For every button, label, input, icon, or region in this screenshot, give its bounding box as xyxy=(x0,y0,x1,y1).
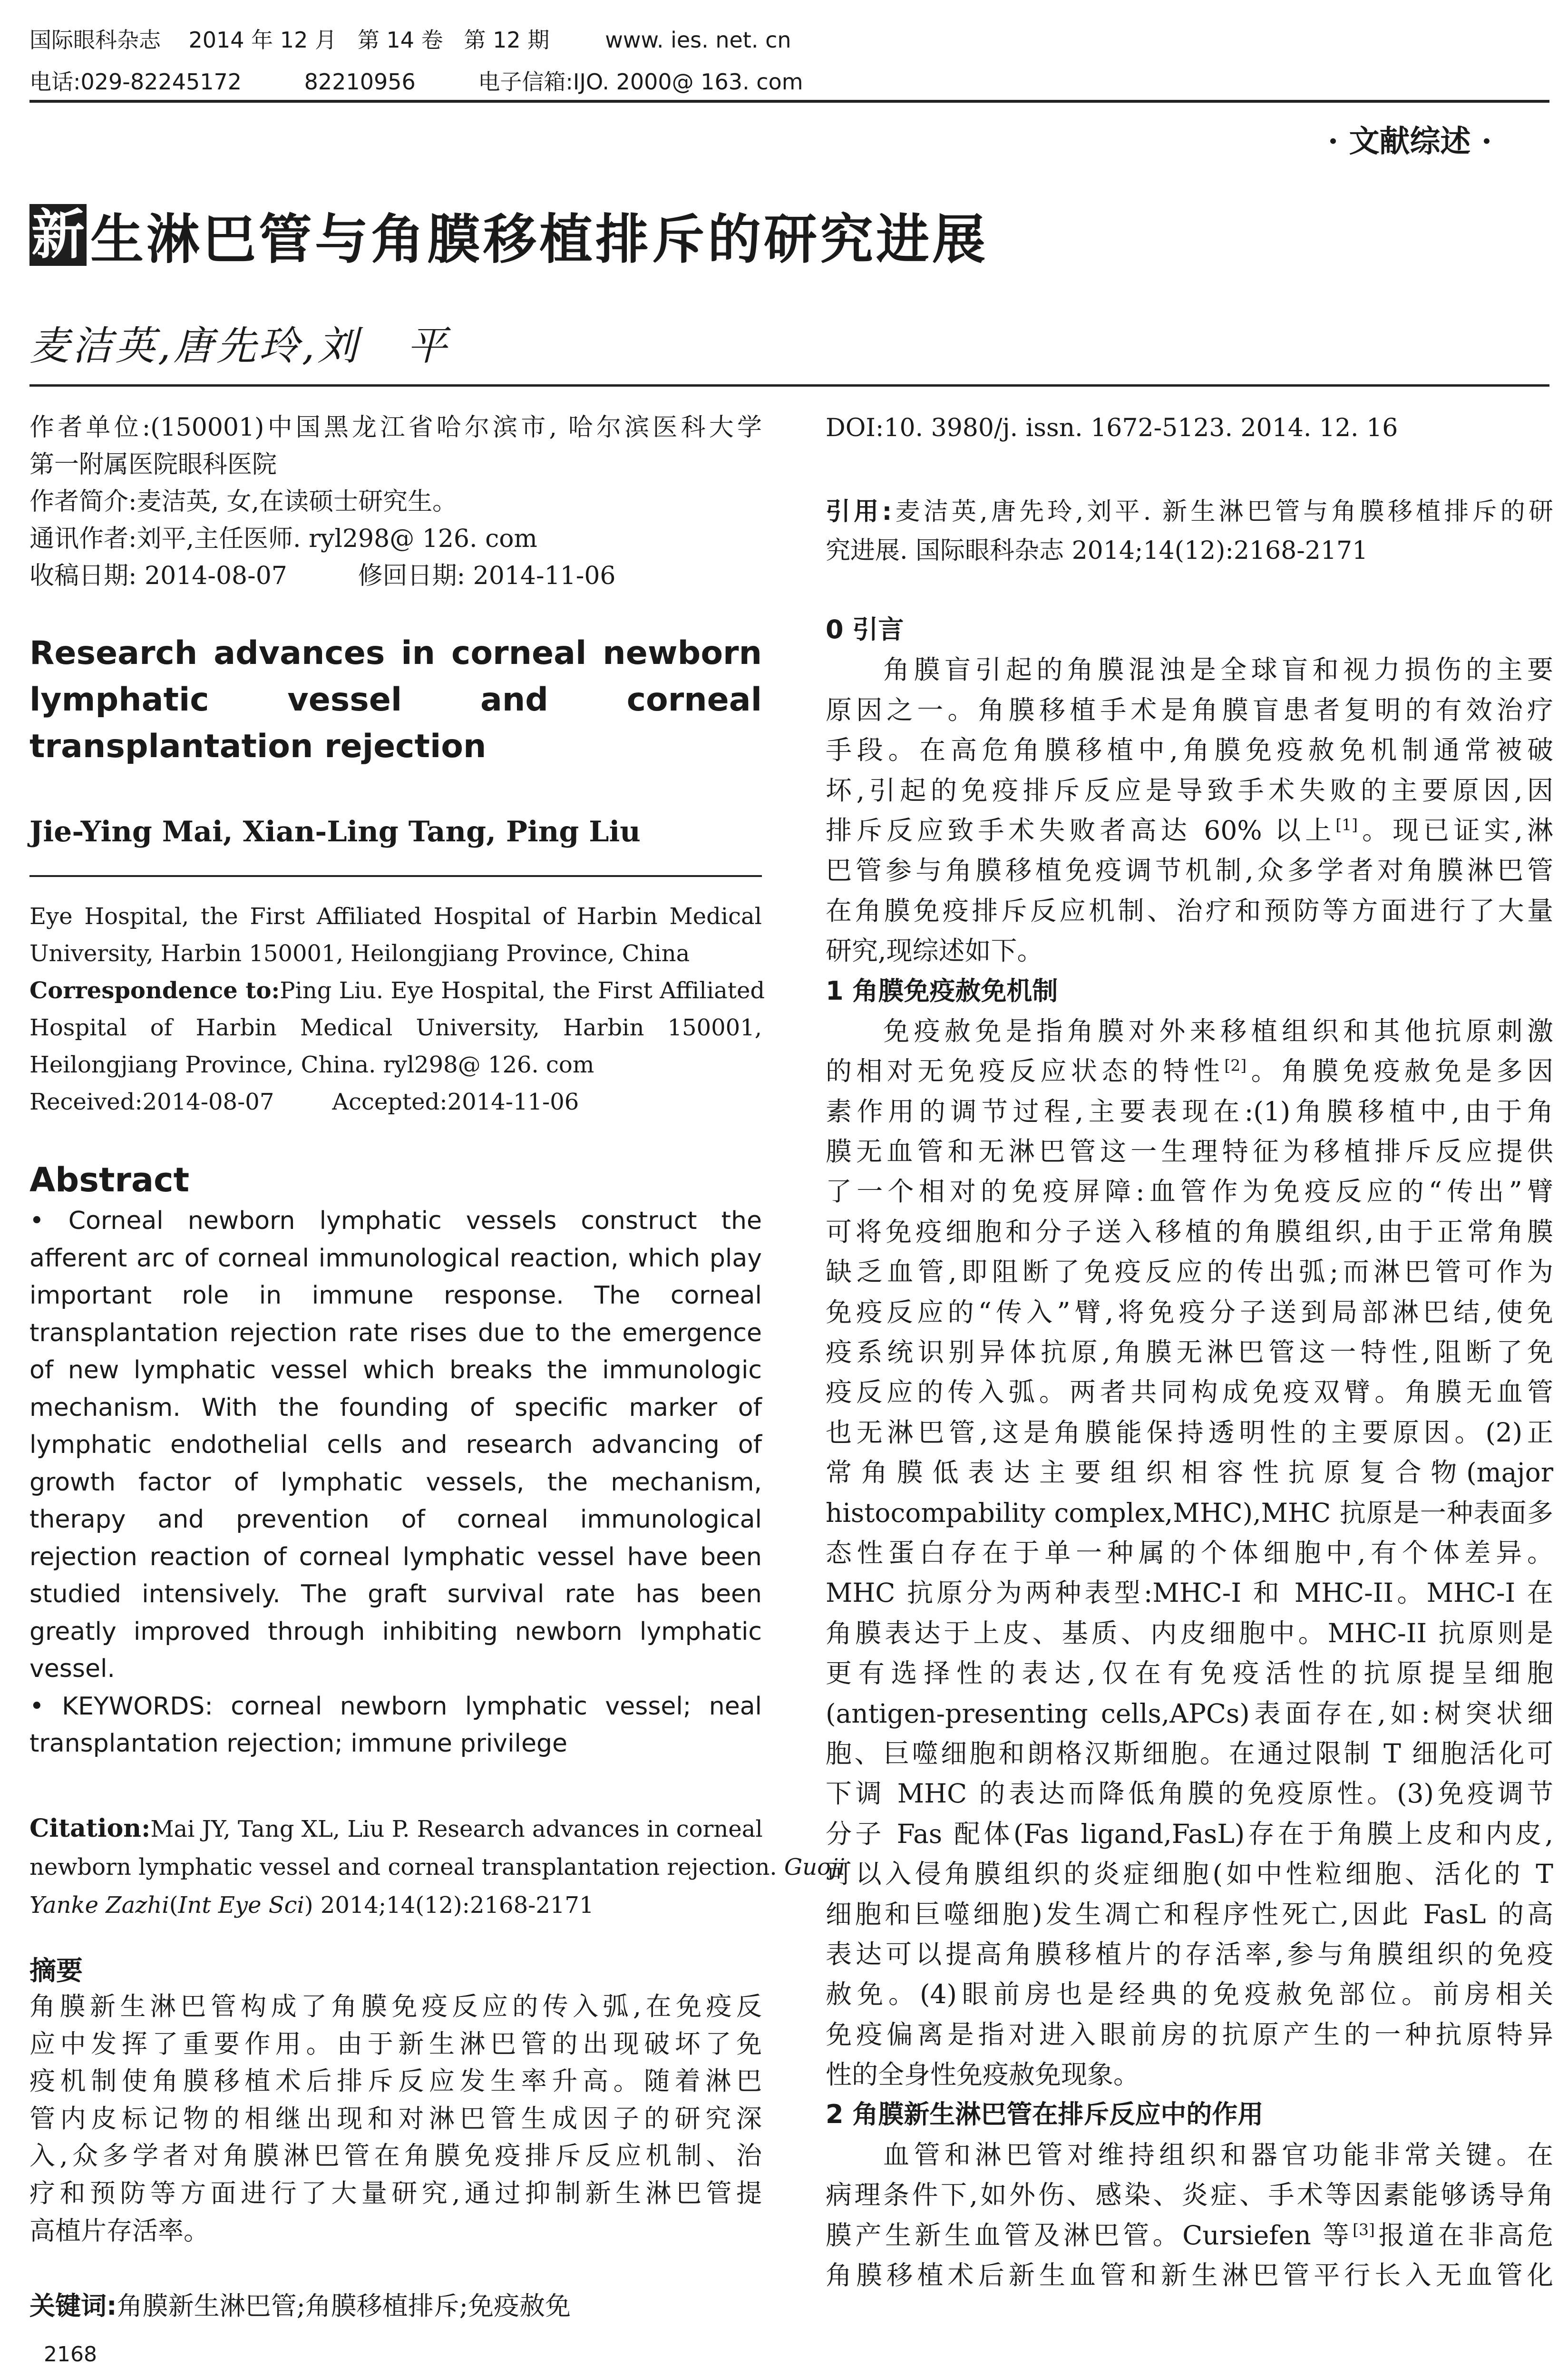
body-line xyxy=(826,1051,1553,1091)
english-authors: Jie-Ying Mai, Xian-Ling Tang, Ping Liu xyxy=(29,815,641,848)
citation-line xyxy=(29,1886,762,1924)
english-title-line: lymphatic vessel and corneal xyxy=(29,681,762,719)
abstract-line: vessel. xyxy=(29,1655,115,1683)
english-affiliation xyxy=(29,898,765,1120)
keywords-cn xyxy=(29,2286,571,2322)
body-line: 免疫反应的“传入”臂,将免疫分子送到局部淋巴结,使免 xyxy=(826,1296,1553,1327)
meta-line: 收稿日期: 2014-08-07 修回日期: 2014-11-06 xyxy=(29,562,616,590)
abstract-line: important role in immune response. The corneal xyxy=(29,1281,762,1310)
body-text-run: 报道在非高危 xyxy=(1374,2220,1553,2250)
zhaiyao-line: 应中发挥了重要作用。由于新生淋巴管的出现破坏了免 xyxy=(29,2028,762,2059)
body-line: 疫反应的传入弧。两者共同构成免疫双臂。角膜无血管 xyxy=(826,1377,1553,1408)
abstract-line: rejection reaction of corneal lymphatic vessel have been xyxy=(29,1542,762,1571)
body-line xyxy=(826,2215,1553,2255)
body-line: 免疫赦免是指角膜对外来移植组织和其他抗原刺激 xyxy=(883,1015,1553,1046)
body-line: 血管和淋巴管对维持组织和器官功能非常关键。在 xyxy=(883,2139,1553,2170)
meta-line: 作者简介:麦洁英, 女,在读硕士研究生。 xyxy=(29,487,458,516)
abstract-line: growth factor of lymphatic vessels, the mechanism, xyxy=(29,1468,762,1497)
body-line: 研究,现综述如下。 xyxy=(826,935,1043,966)
body-text-run: 。现已证实,淋 xyxy=(1358,815,1554,846)
meta-info-cn xyxy=(29,409,762,594)
citation-journal: Int Eye Sci xyxy=(178,1892,304,1919)
body-line: 缺乏血管,即阻断了免疫反应的传出弧;而淋巴管可作为 xyxy=(826,1257,1553,1287)
keywords-cn-text: 角膜新生淋巴管;角膜移植排斥;免疫赦免 xyxy=(117,2291,571,2321)
body-line: 了一个相对的免疫屏障:血管作为免疫反应的“传出”臂 xyxy=(826,1176,1553,1207)
reference-2: [2] xyxy=(1224,1056,1247,1075)
page-number: 2168 xyxy=(44,2342,97,2367)
citation-label: Citation: xyxy=(29,1814,151,1843)
affiliation-line: Eye Hospital, the First Affiliated Hospital of Harbin Medical xyxy=(29,903,762,930)
abstract-line: • Corneal newborn lymphatic vessels construct the xyxy=(29,1207,762,1235)
reference-3: [3] xyxy=(1353,2220,1375,2239)
reference-1: [1] xyxy=(1335,815,1358,834)
abstract-line: lymphatic endothelial cells and research advancing of xyxy=(29,1431,762,1459)
zhaiyao-heading: 摘要 xyxy=(29,1956,83,1987)
article-title xyxy=(29,200,988,270)
citation-text: newborn lymphatic vessel and corneal transplantation rejection. xyxy=(29,1854,784,1880)
zhaiyao-line: 高植片存活率。 xyxy=(29,2215,209,2246)
abstract-line: afferent arc of corneal immunological reaction, which play xyxy=(29,1244,762,1273)
body-line: 可以入侵角膜组织的炎症细胞(如中性粒细胞、活化的 T xyxy=(826,1859,1553,1890)
body-line: 赦免。(4)眼前房也是经典的免疫赦免部位。前房相关 xyxy=(826,1979,1553,2010)
body-line: 常角膜低表达主要组织相容性抗原复合物(major xyxy=(826,1457,1553,1488)
body-text-run: 的相对无免疫反应状态的特性 xyxy=(826,1056,1225,1087)
correspondence-text: Ping Liu. Eye Hospital, the First Affiliated xyxy=(280,977,765,1004)
zhaiyao-body xyxy=(29,1988,762,2250)
english-title-line: transplantation rejection xyxy=(29,728,487,765)
body-line: 角膜表达于上皮、基质、内皮细胞中。MHC-II 抗原则是 xyxy=(826,1617,1553,1648)
meta-line: 第一附属医院眼科医院 xyxy=(29,450,277,479)
doi: DOI:10. 3980/j. issn. 1672-5123. 2014. 12. 16 xyxy=(826,414,1398,442)
body-line: MHC 抗原分为两种表型:MHC-I 和 MHC-II。MHC-I 在 xyxy=(826,1578,1553,1608)
journal-header-line1: 国际眼科杂志 2014 年 12 月 第 14 卷 第 12 期 www. ies. net. cn xyxy=(29,27,791,53)
section-heading-1: 1 角膜免疫赦免机制 xyxy=(826,975,1058,1006)
abstract-body xyxy=(29,1202,762,1763)
citation-cn xyxy=(826,492,1553,570)
citation-line xyxy=(29,1810,762,1848)
citation-cn-line xyxy=(826,492,1553,531)
citation-en xyxy=(29,1810,846,1924)
correspondence-label: Correspondence to: xyxy=(29,977,280,1004)
meta-line: 作者单位:(150001)中国黑龙江省哈尔滨市, 哈尔滨医科大学 xyxy=(29,413,762,442)
body-line: 更有选择性的表达,仅在有免疫活性的抗原提呈细胞 xyxy=(826,1658,1553,1689)
meta-line: 通讯作者:刘平,主任医师. ryl298@ 126. com xyxy=(29,525,537,553)
body-line: 表达可以提高角膜移植片的存活率,参与角膜组织的免疫 xyxy=(826,1939,1553,1969)
body-text-run: 排斥反应致手术失败者高达 60% 以上 xyxy=(826,815,1336,846)
body-line: (antigen-presenting cells,APCs)表面存在,如:树突状细 xyxy=(826,1698,1553,1729)
body-line: 细胞和巨噬细胞)发生凋亡和程序性死亡,因此 FasL 的高 xyxy=(826,1899,1553,1929)
affiliation-line: University, Harbin 150001, Heilongjiang Province, China xyxy=(29,940,690,967)
body-line: 下调 MHC 的表达而降低角膜的免疫原性。(3)免疫调节 xyxy=(826,1778,1553,1809)
abstract-heading: Abstract xyxy=(29,1160,190,1199)
body-line: 性的全身性免疫赦免现象。 xyxy=(826,2059,1140,2090)
title-rest: 生淋巴管与角膜移植排斥的研究进展 xyxy=(90,208,988,271)
correspondence-line xyxy=(29,972,765,1009)
body-line: 坏,引起的免疫排斥反应是导致手术失败的主要原因,因 xyxy=(826,775,1553,806)
body-line: 角膜盲引起的角膜混浊是全球盲和视力损伤的主要 xyxy=(883,654,1553,685)
keywords-cn-label: 关键词: xyxy=(29,2291,117,2321)
body-text-run: Cursiefen 等 xyxy=(1182,2220,1353,2250)
section-heading-2: 2 角膜新生淋巴管在排斥反应中的作用 xyxy=(826,2099,1264,2130)
english-title xyxy=(29,630,762,770)
body-line xyxy=(826,810,1553,850)
zhaiyao-line: 疫机制使角膜移植术后排斥反应发生率升高。随着淋巴 xyxy=(29,2066,762,2096)
body-line: 原因之一。角膜移植手术是角膜盲患者复明的有效治疗 xyxy=(826,694,1553,725)
section-label: · 文献综述 · xyxy=(1327,124,1492,159)
journal-header-line2: 电话:029-82245172 82210956 电子信箱:IJO. 2000@ 163. com xyxy=(29,69,803,95)
body-line: 疫系统识别异体抗原,角膜无淋巴管这一特性,阻断了免 xyxy=(826,1337,1553,1368)
body-line: 分子 Fas 配体(Fas ligand,FasL)存在于角膜上皮和内皮, xyxy=(826,1818,1553,1849)
title-first-char: 新 xyxy=(29,204,87,266)
citation-cn-line: 究进展. 国际眼科杂志 2014;14(12):2168-2171 xyxy=(826,536,1368,565)
body-text-run: 膜产生新生血管及淋巴管。 xyxy=(826,2220,1183,2250)
citation-cn-label: 引用: xyxy=(826,497,892,526)
citation-line xyxy=(29,1848,846,1886)
authors-rule xyxy=(29,384,1549,387)
english-authors-rule xyxy=(29,875,762,877)
received-line: Received:2014-08-07 Accepted:2014-11-06 xyxy=(29,1089,579,1115)
keywords-en-line: transplantation rejection; immune privilege xyxy=(29,1729,567,1758)
body-line: histocompability complex,MHC),MHC 抗原是一种表面多 xyxy=(826,1497,1553,1528)
body-line: 手段。在高危角膜移植中,角膜免疫赦免机制通常被破 xyxy=(826,735,1553,766)
body-line: 病理条件下,如外伤、感染、炎症、手术等因素能够诱导角 xyxy=(826,2180,1553,2211)
section-heading-0: 0 引言 xyxy=(826,614,904,644)
abstract-line: of new lymphatic vessel which breaks the immunologic xyxy=(29,1356,762,1384)
zhaiyao-line: 角膜新生淋巴管构成了角膜免疫反应的传入弧,在免疫反 xyxy=(29,1991,762,2021)
citation-journal: Guoji xyxy=(784,1854,846,1880)
citation-text: ) 2014;14(12):2168-2171 xyxy=(304,1892,594,1919)
citation-journal: Yanke Zazhi xyxy=(29,1892,169,1919)
abstract-line: studied intensively. The graft survival rate has been xyxy=(29,1580,762,1608)
abstract-line: mechanism. With the founding of specific marker of xyxy=(29,1393,762,1422)
keywords-en-line: • KEYWORDS: corneal newborn lymphatic vessel; neal xyxy=(29,1692,762,1721)
citation-cn-text: 麦洁英,唐先玲,刘平. 新生淋巴管与角膜移植排斥的研 xyxy=(892,497,1553,526)
body-line: 态性蛋白存在于单一种属的个体细胞中,有个体差异。 xyxy=(826,1537,1553,1568)
zhaiyao-line: 疗和预防等方面进行了大量研究,通过抑制新生淋巴管提 xyxy=(29,2178,762,2208)
citation-text: ( xyxy=(169,1892,178,1919)
body-line: 免疫偏离是指对进入眼前房的抗原产生的一种抗原特异 xyxy=(826,2019,1553,2050)
body-line: 膜无血管和无淋巴管这一生理特征为移植排斥反应提供 xyxy=(826,1136,1553,1167)
abstract-line: greatly improved through inhibiting newborn lymphatic xyxy=(29,1617,762,1646)
body-line: 也无淋巴管,这是角膜能保持透明性的主要原因。(2)正 xyxy=(826,1417,1553,1448)
header-rule xyxy=(29,100,1549,103)
body-text-run: 。角膜免疫赦免是多因 xyxy=(1247,1056,1553,1087)
zhaiyao-line: 管内皮标记物的相继出现和对淋巴管生成因子的研究深 xyxy=(29,2103,762,2133)
zhaiyao-line: 入,众多学者对角膜淋巴管在角膜免疫排斥反应机制、治 xyxy=(29,2141,762,2171)
body-line: 可将免疫细胞和分子送入移植的角膜组织,由于正常角膜 xyxy=(826,1216,1553,1247)
body-line: 素作用的调节过程,主要表现在:(1)角膜移植中,由于角 xyxy=(826,1096,1553,1127)
authors-cn: 麦洁英,唐先玲,刘 平 xyxy=(29,322,450,369)
body-line: 角膜移植术后新生血管和新生淋巴管平行长入无血管化 xyxy=(826,2260,1553,2291)
body-line: 在角膜免疫排斥反应机制、治疗和预防等方面进行了大量 xyxy=(826,895,1553,926)
body-text xyxy=(826,610,1553,2295)
abstract-line: transplantation rejection rate rises due to the emergence xyxy=(29,1318,762,1347)
abstract-line: therapy and prevention of corneal immunological xyxy=(29,1505,762,1534)
body-line: 巴管参与角膜移植免疫调节机制,众多学者对角膜淋巴管 xyxy=(826,855,1553,886)
correspondence-line: Hospital of Harbin Medical University, Harbin 150001, xyxy=(29,1014,762,1041)
citation-text: Mai JY, Tang XL, Liu P. Research advances in corneal xyxy=(150,1816,763,1842)
body-line: 胞、巨噬细胞和朗格汉斯细胞。在通过限制 T 细胞活化可 xyxy=(826,1738,1553,1769)
correspondence-line: Heilongjiang Province, China. ryl298@ 126. com xyxy=(29,1052,594,1078)
english-title-line: Research advances in corneal newborn xyxy=(29,634,762,672)
